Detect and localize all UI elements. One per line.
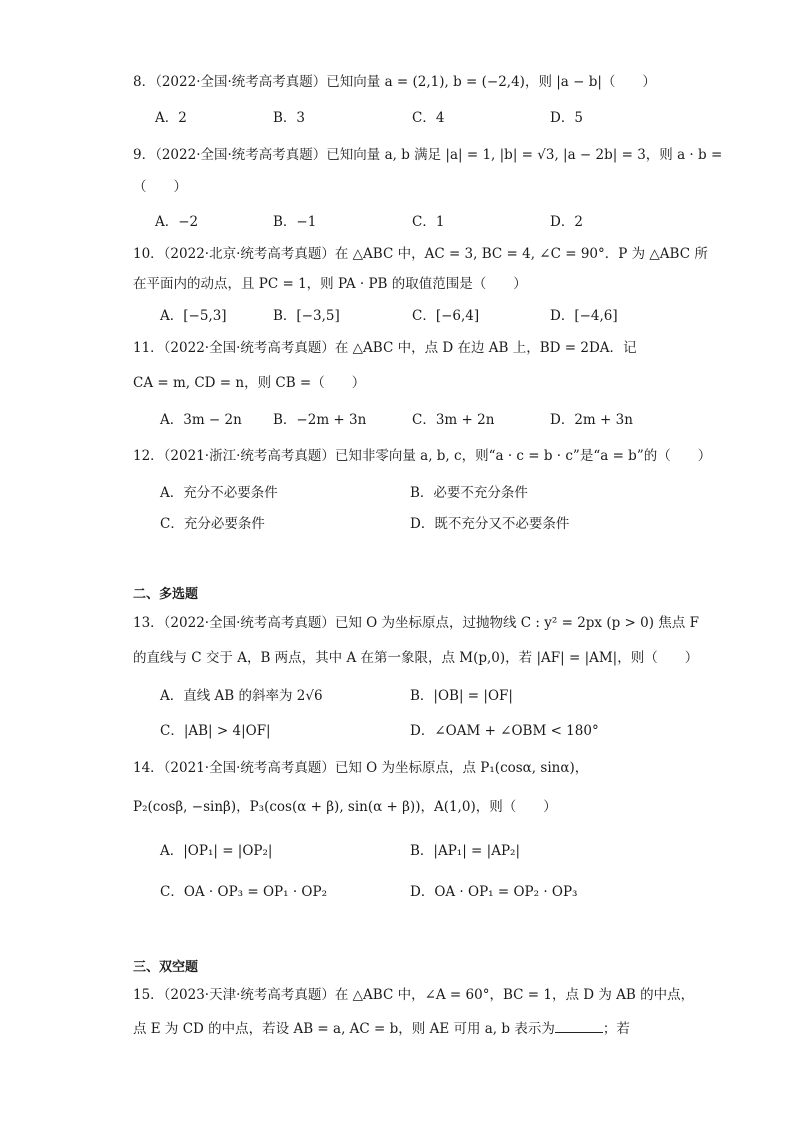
q14-option-c: C．OA · OP₃ = OP₁ · OP₂ <box>160 884 327 900</box>
q9-option-c: C．1 <box>412 214 445 230</box>
q8-option-b: B．3 <box>273 110 306 126</box>
q14-option-d: D．OA · OP₁ = OP₂ · OP₃ <box>410 884 578 900</box>
q11-option-d: D．2m + 3n <box>550 412 633 428</box>
q13-stem-line1: 13．（2022·全国·统考高考真题）已知 O 为坐标原点，过抛物线 C : y² = 2px (p > 0) 焦点 F <box>133 615 699 631</box>
q15-stem-line2-text: 点 E 为 CD 的中点，若设 AB = a, AC = b，则 AE 可用 a, b 表示为 <box>133 1021 555 1037</box>
q11-option-a: A．3m − 2n <box>160 412 242 428</box>
q10-option-a: A．[−5,3] <box>160 308 227 324</box>
q9-option-b: B．−1 <box>273 214 317 230</box>
q13-option-a: A．直线 AB 的斜率为 2√6 <box>160 688 323 704</box>
q10-stem-line1: 10．（2022·北京·统考高考真题）在 △ABC 中，AC = 3, BC = 4, ∠C = 90°．P 为 △ABC 所 <box>133 246 708 262</box>
q13-stem-line2: 的直线与 C 交于 A，B 两点，其中 A 在第一象限，点 M(p,0)，若 |AF| = |AM|，则（ ） <box>133 650 699 666</box>
q15-stem-line1: 15．（2023·天津·统考高考真题）在 △ABC 中，∠A = 60°，BC = 1，点 D 为 AB 的中点， <box>133 987 695 1003</box>
q15-stem-line2 <box>133 1018 630 1039</box>
q15-stem-line2-tail: ；若 <box>602 1021 630 1037</box>
q13-option-c: C．|AB| > 4|OF| <box>160 723 271 739</box>
q14-option-a: A．|OP₁| = |OP₂| <box>160 843 273 859</box>
section-multi-choice-title: 二、多选题 <box>133 587 199 602</box>
answer-blank[interactable] <box>555 1018 603 1033</box>
q9-stem-line1: 9．（2022·全国·统考高考真题）已知向量 a, b 满足 |a| = 1, |b| = √3, |a − 2b| = 3，则 a · b = <box>133 147 723 163</box>
q11-stem-line2: CA = m, CD = n，则 CB =（ ） <box>133 375 366 391</box>
q10-option-b: B．[−3,5] <box>273 308 340 324</box>
q11-option-c: C．3m + 2n <box>412 412 495 428</box>
q14-option-b: B．|AP₁| = |AP₂| <box>410 843 520 859</box>
section-double-blank-title: 三、双空题 <box>133 960 199 975</box>
q11-option-b: B．−2m + 3n <box>273 412 367 428</box>
q13-option-d: D．∠OAM + ∠OBM < 180° <box>410 723 599 739</box>
q12-option-c: C．充分必要条件 <box>160 516 265 532</box>
q9-stem-line2: （ ） <box>133 179 187 195</box>
q9-option-a: A．−2 <box>155 214 199 230</box>
q12-option-b: B．必要不充分条件 <box>410 485 528 501</box>
q12-option-a: A．充分不必要条件 <box>160 485 278 501</box>
q12-stem: 12．（2021·浙江·统考高考真题）已知非零向量 a, b, c，则“a · c = b · c”是“a = b”的（ ） <box>133 448 712 464</box>
q8-option-a: A．2 <box>155 110 187 126</box>
q8-option-d: D．5 <box>550 110 583 126</box>
q11-stem-line1: 11．（2022·全国·统考高考真题）在 △ABC 中，点 D 在边 AB 上，BD = 2DA．记 <box>133 340 637 356</box>
q8-option-c: C．4 <box>412 110 445 126</box>
q8-stem: 8．（2022·全国·统考高考真题）已知向量 a = (2,1), b = (−2,4)，则 |a − b|（ ） <box>133 74 656 90</box>
q12-option-d: D．既不充分又不必要条件 <box>410 516 570 532</box>
q10-option-c: C．[−6,4] <box>412 308 480 324</box>
q14-stem-line1: 14．（2021·全国·统考高考真题）已知 O 为坐标原点，点 P₁(cosα, sinα)， <box>133 760 589 776</box>
q9-option-d: D．2 <box>550 214 583 230</box>
q10-stem-line2: 在平面内的动点，且 PC = 1，则 PA · PB 的取值范围是（ ） <box>133 276 527 292</box>
q13-option-b: B．|OB| = |OF| <box>410 688 513 704</box>
q10-option-d: D．[−4,6] <box>550 308 618 324</box>
q14-stem-line2: P₂(cosβ, −sinβ)，P₃(cos(α + β), sin(α + β))，A(1,0)，则（ ） <box>133 799 557 815</box>
